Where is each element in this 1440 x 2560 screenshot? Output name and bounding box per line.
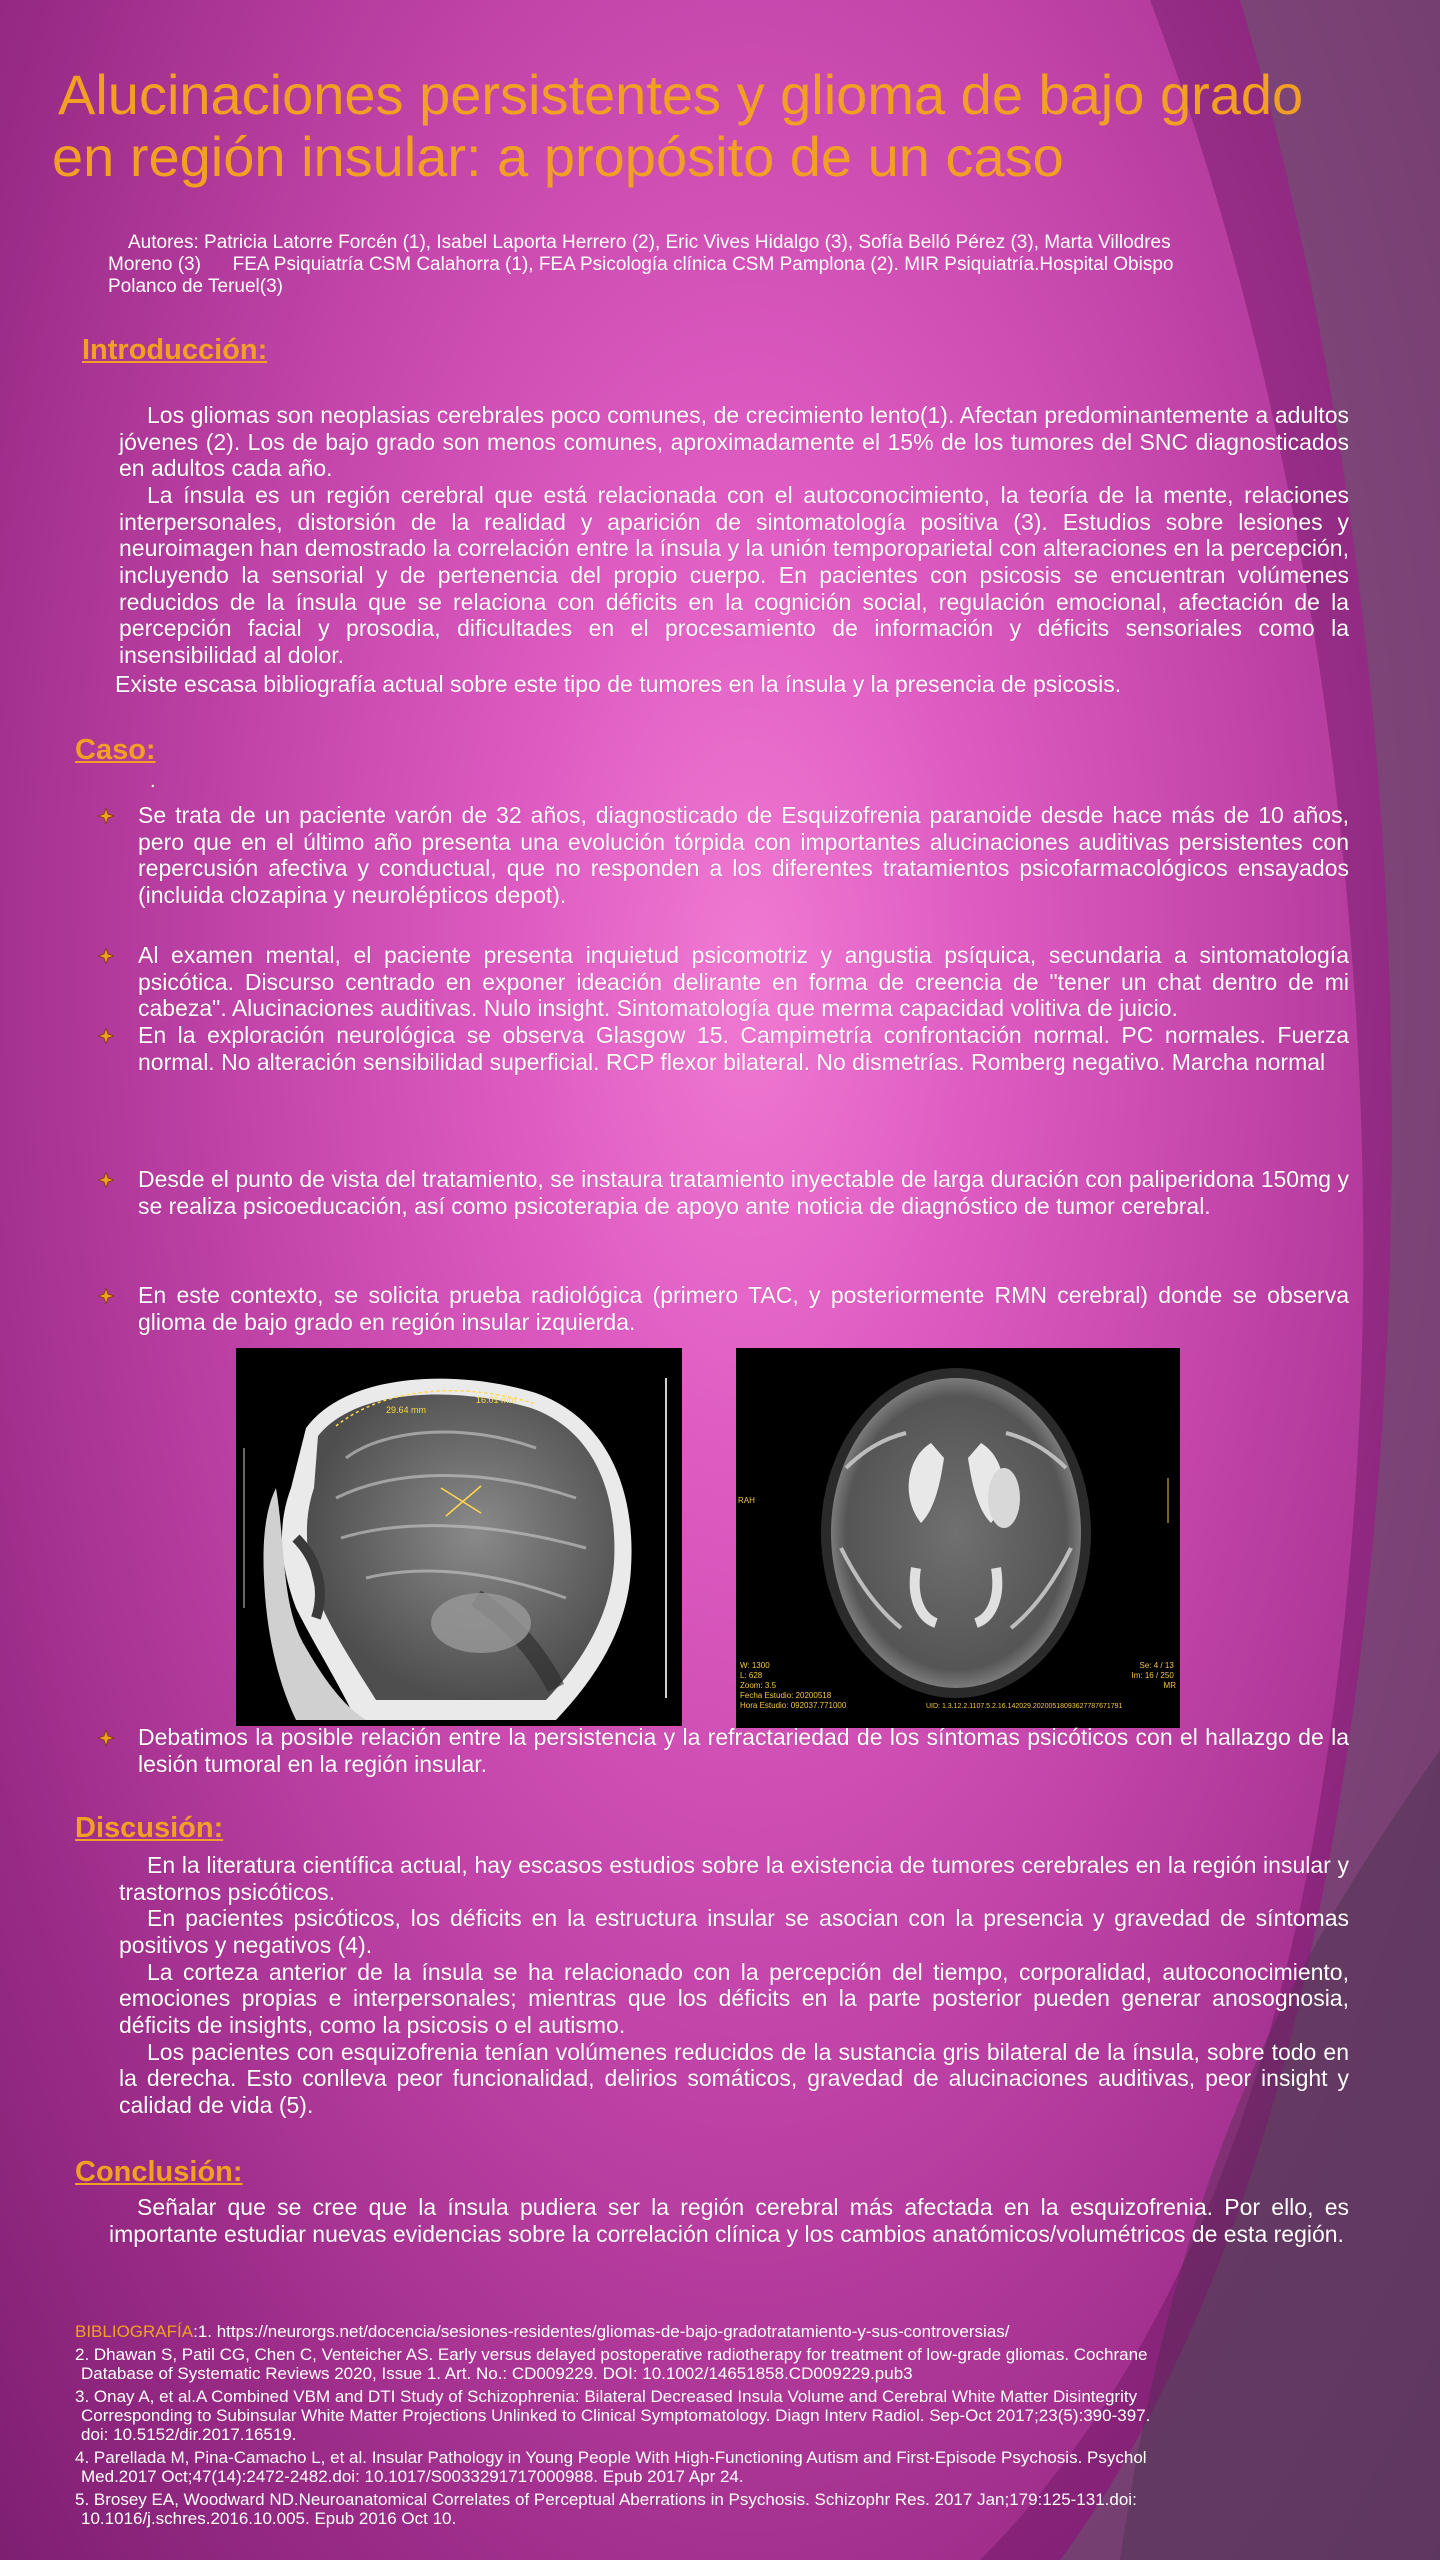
bib-ref-3-line-2: Corresponding to Subinsular White Matter Projections Unlinked to Clinical Symptomatology. Diagn Interv Radiol. Sep-Oct 2017;23(5):390-397.	[81, 2406, 1151, 2426]
caso-bullet	[98, 802, 1349, 909]
caso-bullet	[98, 1724, 1349, 1777]
caso-heading: Caso:	[75, 734, 156, 766]
bib-ref-2-line-1: 2. Dhawan S, Patil CG, Chen C, Venteicher AS. Early versus delayed postoperative radiotherapy for treatment of low-grade gliomas. Cochrane	[75, 2345, 1148, 2365]
poster-title	[52, 64, 1422, 187]
discusion-paragraph: Los pacientes con esquizofrenia tenían volúmenes reducidos de la sustancia gris bilateral de la ínsula, sobre todo en la derecha. Esto conlleva peor funcionalidad, delirios somáticos, gravedad de alucinaciones auditivas, peor insight y calidad de vida (5).	[119, 2038, 1349, 2119]
axial-mri-image	[736, 1348, 1180, 1728]
axial-info-line: Fecha Estudio: 20200518	[740, 1691, 832, 1700]
bib-ref	[75, 2448, 1355, 2486]
discusion-text	[119, 1852, 1349, 2119]
authors-line-1: Autores: Patricia Latorre Forcén (1), Isabel Laporta Herrero (2), Eric Vives Hidalgo (3), Sofía Belló Pérez (3), Marta Villodres	[128, 232, 1171, 253]
bib-ref-2-line-2: Database of Systematic Reviews 2020, Issue 1. Art. No.: CD009229. DOI: 10.1002/14651858.CD009229.pub3	[81, 2364, 913, 2384]
axial-info-line: Zoom: 3.5	[740, 1681, 777, 1690]
caso-bullet-list	[98, 942, 1349, 1075]
conclusion-heading: Conclusión:	[75, 2156, 243, 2188]
axial-rah-label: RAH	[738, 1496, 755, 1505]
authors-line-2	[108, 254, 1328, 276]
bib-ref-1: :1. https://neurorgs.net/docencia/sesiones-residentes/gliomas-de-bajo-gradotratamiento-y-sus-controversias/	[193, 2322, 1010, 2341]
bib-ref-5-line-2: 10.1016/j.schres.2016.10.005. Epub 2016 Oct 10.	[81, 2509, 457, 2529]
caso-dot: .	[150, 770, 156, 792]
conclusion-paragraph: Señalar que se cree que la ínsula pudiera ser la región cerebral más afectada en la esquizofrenia. Por ello, es importante estudiar nuevas evidencias sobre la correlación clínica y los cambios anatómicos/volumétricos de esta región.	[109, 2194, 1349, 2247]
caso-bullet-text: Desde el punto de vista del tratamiento, se instaura tratamiento inyectable de larga duración con paliperidona 150mg y se realiza psicoeducación, así como psicoterapia de apoyo ante noticia de diagnóstico de tumor cerebral.	[138, 1166, 1349, 1219]
discusion-paragraph: La corteza anterior de la ínsula se ha relacionado con la percepción del tiempo, corporalidad, autoconocimiento, emociones propias e interpersonales; mientras que los déficits en la parte posterior pueden generar anosognosia, déficits de insights, como la psicosis o el autismo.	[119, 1958, 1349, 2039]
caso-bullet	[98, 1022, 1349, 1075]
caso-bullet-text: Debatimos la posible relación entre la persistencia y la refractariedad de los síntomas psicóticos con el hallazgo de la lesión tumoral en la región insular.	[138, 1724, 1349, 1777]
sagittal-measure-2: 16.01 mm	[476, 1395, 517, 1405]
authors-line-2b: FEA Psiquiatría CSM Calahorra (1), FEA Psicología clínica CSM Pamplona (2). MIR Psiquiatría.Hospital Obispo	[232, 253, 1174, 275]
authors-line-2a: Moreno (3)	[108, 253, 201, 275]
discusion-heading: Discusión:	[75, 1812, 224, 1844]
introduccion-text	[115, 402, 1349, 697]
intro-paragraph: La ínsula es un región cerebral que está relacionada con el autoconocimiento, la teoría de la mente, relaciones interpersonales, distorsión de la realidad y aparición de sintomatología positiva (3). Estudios sobre lesiones y neuroimagen han demostrado la correlación entre la ínsula y la unión temporoparietal con alteraciones en la percepción, incluyendo la sensorial y de pertenencia del propio cuerpo. En pacientes con psicosis se encuentran volúmenes reducidos de la ínsula que se relaciona con déficits en la cognición social, regulación emocional, afectación de la percepción facial y prosodia, dificultades en el procesamiento de información y déficits sensoriales como la insensibilidad al dolor.	[119, 482, 1349, 669]
bib-ref-4-line-2: Med.2017 Oct;47(14):2472-2482.doi: 10.1017/S0033291717000988. Epub 2017 Apr 24.	[81, 2467, 744, 2487]
caso-bullet	[98, 942, 1349, 1022]
title-line-1: Alucinaciones persistentes y glioma de bajo grado	[58, 63, 1304, 126]
intro-paragraph: Existe escasa bibliografía actual sobre este tipo de tumores en la ínsula y la presencia de psicosis.	[115, 670, 1122, 697]
caso-bullet	[98, 1166, 1349, 1219]
intro-paragraph: Los gliomas son neoplasias cerebrales poco comunes, de crecimiento lento(1). Afectan predominantemente a adultos jóvenes (2). Los de bajo grado son menos comunes, aproximadamente el 15% de los tumores del SNC diagnosticados en adultos cada año.	[119, 402, 1349, 482]
sagittal-mri-image	[236, 1348, 682, 1726]
title-line-2: en región insular: a propósito de un caso	[52, 124, 1064, 188]
discusion-paragraph: En la literatura científica actual, hay escasos estudios sobre la existencia de tumores cerebrales en la región insular y trastornos psicóticos.	[119, 1852, 1349, 1905]
discusion-paragraph: En pacientes psicóticos, los déficits en la estructura insular se asocian con la presencia y gravedad de síntomas positivos y negativos (4).	[119, 1905, 1349, 1959]
caso-bullet-text: Se trata de un paciente varón de 32 años, diagnosticado de Esquizofrenia paranoide desde hace más de 10 años, pero que en el último año presenta una evolución tórpida con importantes alucinaciones auditivas persistentes con repercusión afectiva y conductual, que no responden a los diferentes tratamientos psicofarmacológicos ensayados (incluida clozapina y neurolépticos depot).	[138, 802, 1349, 909]
caso-bullet	[98, 1282, 1349, 1335]
bib-ref	[75, 2345, 1355, 2383]
authors-block	[108, 232, 1328, 298]
conclusion-text	[109, 2194, 1349, 2247]
diamond-bullet-icon	[98, 1288, 114, 1304]
bibliografia-label: BIBLIOGRAFÍA	[75, 2322, 194, 2341]
caso-bullet-list	[98, 1724, 1349, 1777]
caso-bullet-text: En la exploración neurológica se observa Glasgow 15. Campimetría confrontación normal. PC normales. Fuerza normal. No alteración sensibilidad superficial. RCP flexor bilateral. No dismetrías. Romberg negativo. Marcha normal	[138, 1022, 1349, 1075]
axial-info-right	[1132, 1661, 1177, 1690]
caso-bullet-list	[98, 1166, 1349, 1219]
diamond-bullet-icon	[98, 808, 114, 824]
bib-ref	[75, 2490, 1355, 2528]
bib-ref-3-line-1: 3. Onay A, et al.A Combined VBM and DTI Study of Schizophrenia: Bilateral Decreased Insula Volume and Cerebral White Matter Disintegrity	[75, 2387, 1138, 2407]
bib-ref	[75, 2387, 1355, 2444]
caso-bullet-text: En este contexto, se solicita prueba radiológica (primero TAC, y posteriormente RMN cerebral) donde se observa glioma de bajo grado en región insular izquierda.	[138, 1282, 1349, 1335]
bib-ref-4-line-1: 4. Parellada M, Pina-Camacho L, et al. Insular Pathology in Young People With High-Functioning Autism and First-Episode Psychosis. Psychol	[75, 2448, 1147, 2468]
axial-info-line: Hora Estudio: 092037.771000	[740, 1701, 847, 1710]
axial-info-line: W: 1300	[740, 1661, 770, 1670]
diamond-bullet-icon	[98, 1028, 114, 1044]
diamond-bullet-icon	[98, 948, 114, 964]
axial-uid: UID: 1.3.12.2.1107.5.2.16.142029.20200518093627787671791	[926, 1703, 1123, 1710]
caso-bullet-text: Al examen mental, el paciente presenta inquietud psicomotriz y angustia psíquica, secundaria a sintomatología psicótica. Discurso centrado en exponer ideación delirante en forma de creencia de "tener un chat dentro de mi cabeza". Alucinaciones auditivas. Nulo insight. Sintomatología que merma capacidad volitiva de juicio.	[138, 942, 1349, 1022]
axial-info-line: Im: 16 / 250	[1131, 1671, 1174, 1680]
axial-info-line: L: 628	[740, 1671, 763, 1680]
introduccion-heading: Introducción:	[82, 334, 268, 366]
axial-info-line: MR	[1163, 1681, 1176, 1690]
authors-line-3: Polanco de Teruel(3)	[108, 275, 283, 297]
caso-bullet-list	[98, 1282, 1349, 1335]
caso-bullet-list	[98, 802, 1349, 909]
diamond-bullet-icon	[98, 1172, 114, 1188]
sagittal-measure-1: 29.64 mm	[386, 1405, 427, 1415]
axial-info-line: Se: 4 / 13	[1139, 1661, 1174, 1670]
diamond-bullet-icon	[98, 1730, 114, 1746]
bib-ref	[75, 2322, 1355, 2341]
bib-ref-3-line-3: doi: 10.5152/dir.2017.16519.	[81, 2425, 297, 2445]
bibliografia	[75, 2322, 1355, 2532]
axial-info-left	[740, 1661, 847, 1710]
bib-ref-5-line-1: 5. Brosey EA, Woodward ND.Neuroanatomical Correlates of Perceptual Aberrations in Psychosis. Schizophr Res. 2017 Jan;179:125-131.doi:	[75, 2490, 1137, 2510]
